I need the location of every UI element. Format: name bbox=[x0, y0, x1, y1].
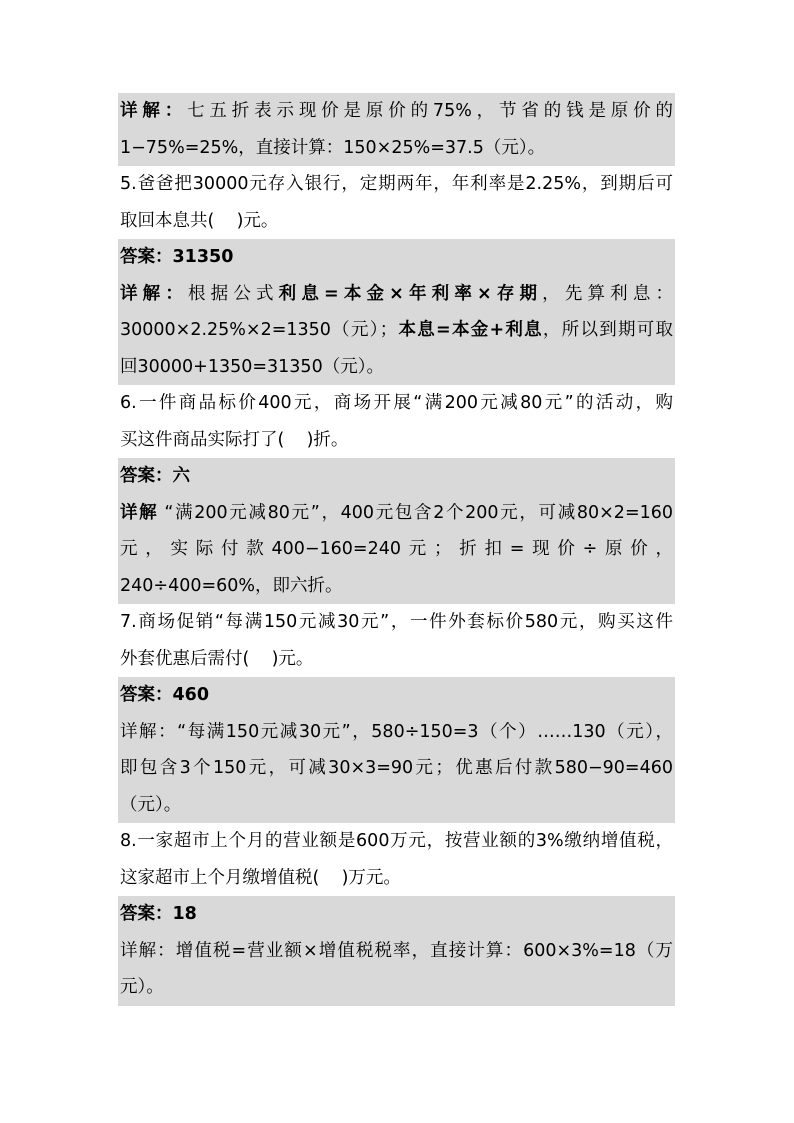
question-line: 5.爸爸把30000元存入银行，定期两年，年利率是2.25%，到期后可 bbox=[120, 174, 673, 194]
answer-block-q6 bbox=[118, 458, 675, 604]
answer-line: 答案：六 bbox=[120, 466, 190, 486]
explanation-line bbox=[118, 93, 675, 130]
explanation-line bbox=[118, 933, 675, 970]
explanation-text: 根据公式 bbox=[188, 283, 279, 304]
answer-block-q8 bbox=[118, 896, 675, 1006]
explanation-block-q4 bbox=[118, 93, 675, 166]
question-line: 外套优惠后需付( )元。 bbox=[120, 648, 314, 669]
explanation-text: ，先算利息： bbox=[542, 283, 674, 304]
question-line: 7.商场促销“每满150元减30元”，一件外套标价580元，购买这件 bbox=[120, 612, 673, 632]
question-block-q7 bbox=[118, 604, 675, 677]
question-line: 买这件商品实际打了( )折。 bbox=[120, 429, 349, 450]
explanation-line: 元，实际付款400−160=240元；折扣=现价÷原价， bbox=[120, 539, 673, 559]
worksheet-page bbox=[118, 93, 675, 1006]
explanation-label: 详解 bbox=[120, 502, 159, 523]
explanation-text: 30000×2.25%×2=1350（元）； bbox=[120, 320, 398, 340]
answer-block-q5 bbox=[118, 239, 675, 385]
explanation-label: 详解： bbox=[120, 283, 188, 304]
question-block-q8 bbox=[118, 823, 675, 896]
explanation-line bbox=[118, 276, 675, 313]
explanation-label: 详解： bbox=[120, 940, 176, 961]
explanation-line bbox=[118, 312, 675, 349]
answer-line: 答案：460 bbox=[120, 685, 210, 705]
explanation-line: 1−75%=25%，直接计算：150×25%=37.5（元）。 bbox=[120, 137, 546, 158]
answer-line: 答案：18 bbox=[120, 904, 197, 924]
explanation-text: ，所以到期可取 bbox=[542, 320, 673, 340]
question-line: 6.一件商品标价400元，商场开展“满200元减80元”的活动，购 bbox=[120, 393, 673, 413]
explanation-text: “每满150元减30元”，580÷150=3（个）……130（元）， bbox=[177, 721, 674, 742]
formula-text: 本息=本金+利息 bbox=[397, 320, 543, 340]
explanation-text: 增值税=营业额×增值税税率，直接计算：600×3%=18（万 bbox=[175, 940, 674, 961]
question-line: 8.一家超市上个月的营业额是600万元，按营业额的3%缴纳增值税， bbox=[120, 831, 673, 851]
question-line: 这家超市上个月缴增值税( )万元。 bbox=[120, 867, 401, 888]
answer-block-q7 bbox=[118, 677, 675, 823]
explanation-line bbox=[118, 495, 675, 532]
explanation-label: 详解： bbox=[120, 721, 178, 742]
explanation-line: （元）。 bbox=[120, 794, 182, 815]
explanation-line: 回30000+1350=31350（元）。 bbox=[120, 356, 384, 377]
explanation-line: 240÷400=60%，即六折。 bbox=[120, 575, 343, 596]
answer-line: 答案：31350 bbox=[120, 247, 234, 267]
explanation-text: “满200元减80元”，400元包含2个200元，可减80×2=160 bbox=[164, 502, 674, 523]
question-block-q6 bbox=[118, 385, 675, 458]
explanation-text: 七五折表示现价是原价的75%，节省的钱是原价的 bbox=[187, 101, 673, 121]
question-line: 取回本息共( )元。 bbox=[120, 210, 279, 231]
explanation-line: 即包含3个150元，可减30×3=90元；优惠后付款580−90=460 bbox=[120, 758, 673, 778]
formula-text: 利息=本金×年利率×存期 bbox=[278, 283, 543, 304]
explanation-label: 详解： bbox=[120, 101, 188, 121]
explanation-line bbox=[118, 714, 675, 751]
explanation-line: 元）。 bbox=[120, 977, 164, 997]
question-block-q5 bbox=[118, 166, 675, 239]
